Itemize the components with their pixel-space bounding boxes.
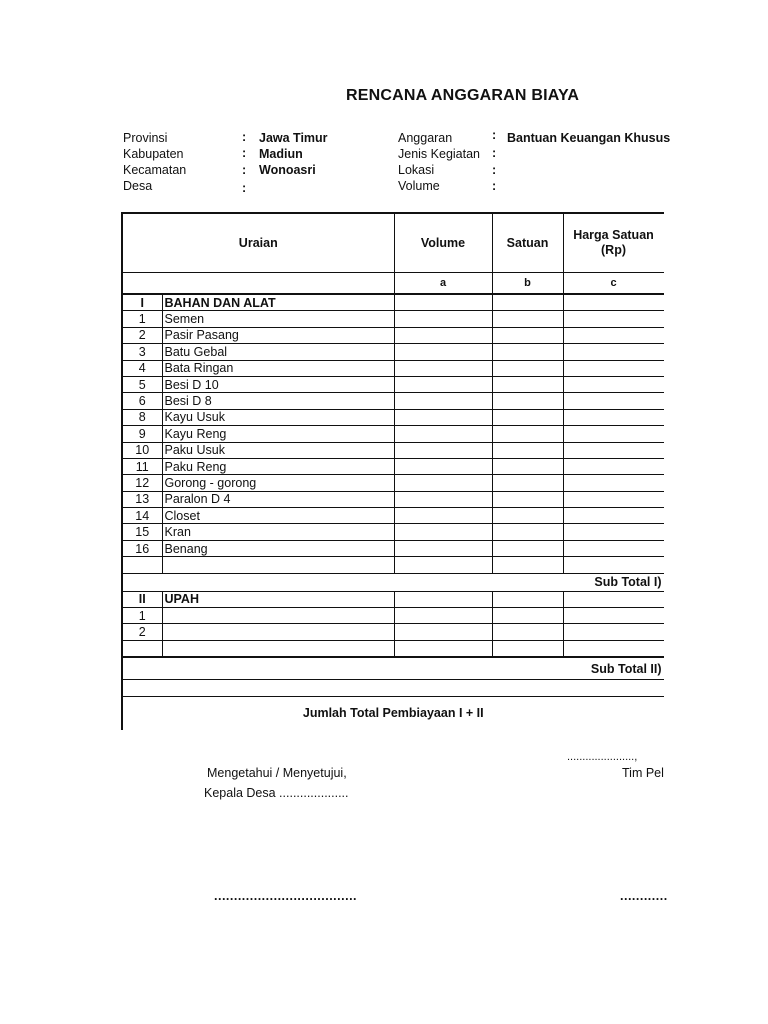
- signature-line-right: ............: [620, 889, 668, 903]
- rab-table-wrapper: [121, 212, 664, 730]
- item-cell: [563, 608, 664, 624]
- item-cell: [394, 508, 492, 524]
- colon-jenis-kegiatan: :: [492, 146, 497, 160]
- item-no: 9: [122, 426, 162, 442]
- info-value-kabupaten: Madiun: [259, 147, 303, 161]
- item-no: 1: [122, 311, 162, 327]
- subtotal-2-label: Sub Total II): [122, 657, 664, 680]
- table-row: [122, 344, 664, 360]
- table-row: [122, 524, 664, 540]
- blank-row: [122, 680, 664, 696]
- item-cell: [563, 393, 664, 409]
- header-uraian: Uraian: [122, 213, 394, 273]
- item-cell: [394, 624, 492, 640]
- item-cell: [394, 409, 492, 425]
- item-no: 6: [122, 393, 162, 409]
- info-label-provinsi: Provinsi: [123, 131, 168, 145]
- total-row: [122, 696, 664, 730]
- table-row: [122, 475, 664, 491]
- subheader-a: a: [394, 273, 492, 295]
- item-name: Kayu Usuk: [162, 409, 394, 425]
- item-name: [162, 624, 394, 640]
- item-no: 4: [122, 360, 162, 376]
- table-row: [122, 442, 664, 458]
- item-cell: [563, 426, 664, 442]
- table-row: [122, 311, 664, 327]
- item-no: 3: [122, 344, 162, 360]
- item-cell: [492, 344, 563, 360]
- item-cell: [394, 608, 492, 624]
- item-cell: [394, 311, 492, 327]
- item-cell: [394, 376, 492, 392]
- item-no: 13: [122, 491, 162, 507]
- info-labels-left: [123, 130, 186, 194]
- item-name: Kran: [162, 524, 394, 540]
- table-row: [122, 376, 664, 392]
- item-name: Besi D 8: [162, 393, 394, 409]
- colon-volume: :: [492, 179, 497, 193]
- signature-line-left: ....................................: [214, 889, 358, 903]
- table-row: [122, 608, 664, 624]
- table-row: [122, 393, 664, 409]
- item-cell: [563, 508, 664, 524]
- document-title: RENCANA ANGGARAN BIAYA: [346, 87, 580, 104]
- subheader-c: c: [563, 273, 664, 295]
- table-row: [122, 491, 664, 507]
- subheader-row: [122, 273, 664, 295]
- colon-kabupaten: :: [242, 146, 247, 160]
- info-value-anggaran: Bantuan Keuangan Khusus: [507, 131, 671, 145]
- item-no: 16: [122, 540, 162, 556]
- info-value-kecamatan: Wonoasri: [259, 163, 316, 177]
- table-row: [122, 458, 664, 474]
- table-row: [122, 426, 664, 442]
- blank-row: [122, 557, 664, 573]
- info-label-kecamatan: Kecamatan: [123, 163, 187, 177]
- table-row: [122, 540, 664, 556]
- item-no: 1: [122, 608, 162, 624]
- info-value-jenis-kegiatan: [507, 146, 670, 162]
- item-cell: [563, 327, 664, 343]
- info-label-desa: Desa: [123, 179, 153, 193]
- item-cell: [492, 540, 563, 556]
- item-cell: [563, 376, 664, 392]
- header-row: [122, 213, 664, 273]
- item-cell: [394, 491, 492, 507]
- info-value-provinsi: Jawa Timur: [259, 131, 328, 145]
- item-name: Bata Ringan: [162, 360, 394, 376]
- item-cell: [563, 624, 664, 640]
- section-title: UPAH: [162, 591, 394, 607]
- rab-table: [121, 212, 664, 730]
- item-cell: [492, 475, 563, 491]
- info-value-lokasi: [507, 162, 670, 178]
- colon-kecamatan: :: [242, 163, 247, 177]
- colon-lokasi: :: [492, 163, 497, 177]
- section-row-upah: [122, 591, 664, 607]
- info-values-left: [259, 130, 328, 194]
- item-no: 2: [122, 624, 162, 640]
- colon-desa: :: [242, 181, 247, 195]
- item-cell: [563, 540, 664, 556]
- subtotal-1-label: Sub Total I): [122, 573, 664, 591]
- section-row-bahan: [122, 294, 664, 311]
- item-name: Pasir Pasang: [162, 327, 394, 343]
- item-no: 11: [122, 458, 162, 474]
- header-satuan: Satuan: [492, 213, 563, 273]
- item-cell: [563, 409, 664, 425]
- section-no: II: [122, 591, 162, 607]
- item-cell: [394, 540, 492, 556]
- header-harga-satuan: Harga Satuan (Rp): [563, 213, 664, 273]
- colon-anggaran: :: [492, 128, 497, 142]
- item-cell: [492, 624, 563, 640]
- info-values-right: [507, 130, 670, 194]
- colon-provinsi: :: [242, 130, 247, 144]
- item-name: Semen: [162, 311, 394, 327]
- item-cell: [492, 393, 563, 409]
- table-row: [122, 360, 664, 376]
- item-cell: [394, 426, 492, 442]
- item-name: Closet: [162, 508, 394, 524]
- item-cell: [394, 393, 492, 409]
- item-cell: [492, 508, 563, 524]
- item-cell: [492, 608, 563, 624]
- item-cell: [394, 360, 492, 376]
- item-cell: [563, 475, 664, 491]
- info-labels-right: [398, 130, 480, 194]
- item-cell: [394, 524, 492, 540]
- place-date: ......................,: [567, 751, 638, 763]
- info-label-lokasi: Lokasi: [398, 163, 435, 177]
- item-cell: [563, 458, 664, 474]
- item-cell: [492, 360, 563, 376]
- info-label-anggaran: Anggaran: [398, 131, 453, 145]
- subtotal-row-1: [122, 573, 664, 591]
- subheader-uraian: [122, 273, 394, 295]
- subheader-b: b: [492, 273, 563, 295]
- item-cell: [492, 376, 563, 392]
- kepala-desa-label: Kepala Desa ....................: [204, 786, 349, 800]
- item-no: 12: [122, 475, 162, 491]
- bahan-items: [122, 311, 664, 557]
- item-name: Paku Reng: [162, 458, 394, 474]
- item-cell: [492, 409, 563, 425]
- info-label-jenis-kegiatan: Jenis Kegiatan: [398, 147, 481, 161]
- item-no: 5: [122, 376, 162, 392]
- item-no: 15: [122, 524, 162, 540]
- item-cell: [394, 458, 492, 474]
- item-cell: [492, 327, 563, 343]
- approve-label: Mengetahui / Menyetujui,: [207, 766, 347, 780]
- item-name: Besi D 10: [162, 376, 394, 392]
- item-name: Batu Gebal: [162, 344, 394, 360]
- section-title: BAHAN DAN ALAT: [162, 294, 394, 311]
- item-no: 2: [122, 327, 162, 343]
- item-cell: [563, 491, 664, 507]
- item-no: 10: [122, 442, 162, 458]
- item-cell: [492, 491, 563, 507]
- info-value-desa: [259, 178, 328, 194]
- total-label: Jumlah Total Pembiayaan I + II: [122, 696, 664, 730]
- item-cell: [492, 311, 563, 327]
- item-cell: [563, 360, 664, 376]
- item-cell: [394, 475, 492, 491]
- item-no: 14: [122, 508, 162, 524]
- info-label-kabupaten: Kabupaten: [123, 147, 184, 161]
- info-value-volume: [507, 178, 670, 194]
- info-label-volume: Volume: [398, 179, 440, 193]
- subtotal-row-2: [122, 657, 664, 680]
- item-cell: [563, 524, 664, 540]
- upah-items: [122, 608, 664, 641]
- item-cell: [394, 442, 492, 458]
- item-cell: [563, 311, 664, 327]
- item-name: Gorong - gorong: [162, 475, 394, 491]
- table-row: [122, 508, 664, 524]
- item-name: Paku Usuk: [162, 442, 394, 458]
- blank-row: [122, 640, 664, 657]
- item-name: Kayu Reng: [162, 426, 394, 442]
- item-name: Paralon D 4: [162, 491, 394, 507]
- section-no: I: [122, 294, 162, 311]
- item-no: 8: [122, 409, 162, 425]
- item-cell: [492, 458, 563, 474]
- table-row: [122, 327, 664, 343]
- item-cell: [563, 442, 664, 458]
- item-cell: [394, 344, 492, 360]
- item-cell: [394, 327, 492, 343]
- item-cell: [492, 524, 563, 540]
- item-cell: [563, 344, 664, 360]
- tim-label: Tim Pel: [622, 766, 664, 780]
- item-cell: [492, 426, 563, 442]
- table-row: [122, 409, 664, 425]
- item-name: [162, 608, 394, 624]
- table-row: [122, 624, 664, 640]
- header-volume: Volume: [394, 213, 492, 273]
- item-cell: [492, 442, 563, 458]
- item-name: Benang: [162, 540, 394, 556]
